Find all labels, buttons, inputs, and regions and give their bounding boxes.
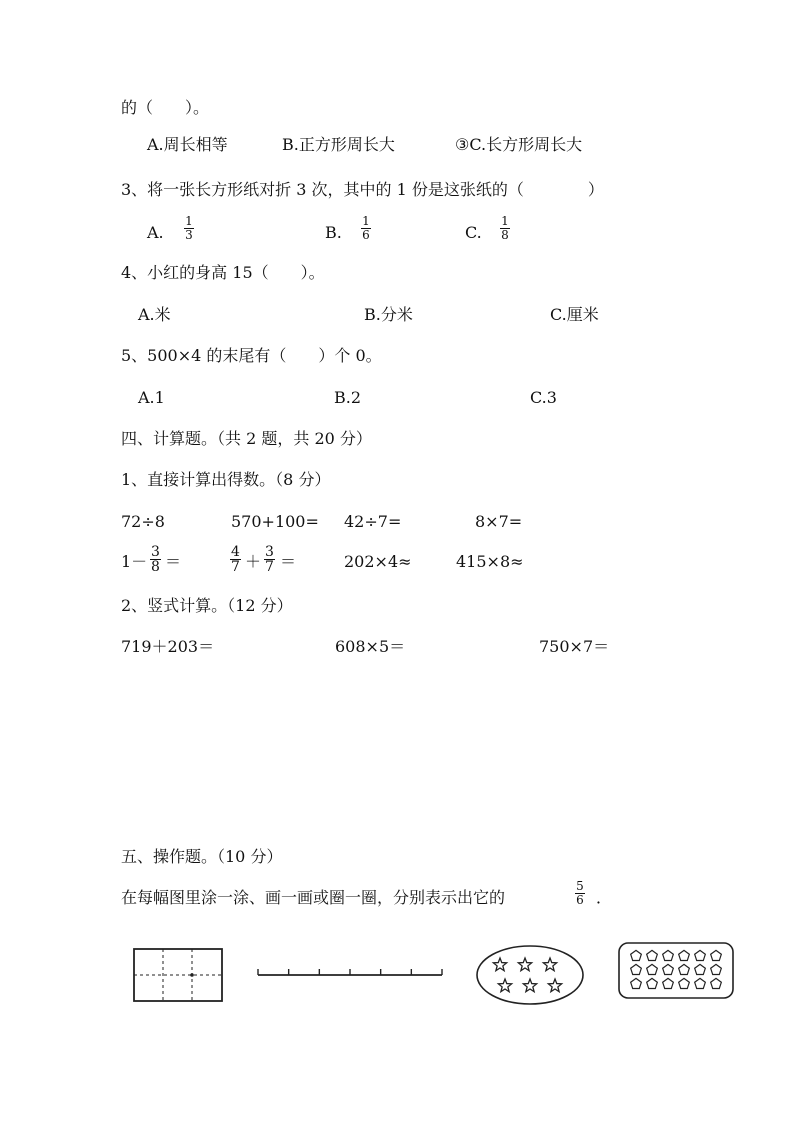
fraction-denominator: 8 — [151, 559, 160, 575]
q4-option-b: B.分米 — [364, 305, 413, 324]
star-icon — [543, 958, 556, 971]
vertical-calc-750-times-7: 750×7＝ — [539, 637, 610, 656]
fraction-numerator: 1 — [501, 214, 509, 228]
section5-title: 五、操作题。（10 分） — [121, 847, 283, 866]
star-icon — [548, 979, 561, 992]
line-ticks — [258, 969, 442, 975]
section5-instruction-end: ． — [596, 888, 613, 907]
calc-8-times-7: 8×7= — [475, 512, 523, 531]
q3-option-c-label: C. — [465, 223, 482, 242]
q2-option-c: ③C.长方形周长大 — [455, 135, 583, 154]
pentagon-icon — [679, 978, 690, 988]
segmented-line-figure[interactable] — [255, 962, 445, 982]
star-icon — [523, 979, 536, 992]
calc-202-times-4: 202×4≈ — [344, 552, 412, 571]
fraction-denominator: 6 — [576, 893, 584, 907]
calc-three-eighths — [150, 545, 161, 574]
pentagon-icon — [647, 978, 658, 988]
section5-fraction-five-sixths — [575, 880, 585, 907]
q4-stem: 4、小红的身高 15（ ）。 — [121, 263, 325, 282]
calc-1-minus-prefix: 1－ — [121, 552, 148, 571]
q2-option-a: A.周长相等 — [147, 135, 228, 154]
q4-option-a: A.米 — [138, 305, 171, 324]
fraction-denominator: 7 — [231, 559, 240, 575]
calc-72-div-8: 72÷8 — [121, 512, 165, 531]
q3-option-b-fraction — [361, 215, 371, 242]
q3-option-c-fraction — [500, 215, 510, 242]
q5-option-b: B.2 — [334, 388, 362, 407]
section4-q1-title: 1、直接计算出得数。（8 分） — [121, 470, 331, 489]
fraction-denominator: 6 — [362, 228, 370, 242]
pentagon-icon — [695, 978, 706, 988]
pentagon-icon — [647, 964, 658, 974]
pentagon-icon — [695, 964, 706, 974]
q4-option-c: C.厘米 — [550, 305, 599, 324]
q3-option-b-label: B. — [325, 223, 342, 242]
calc-plus-sign: ＋ — [245, 552, 262, 571]
fraction-numerator: 5 — [576, 879, 584, 893]
section4-title: 四、计算题。（共 2 题，共 20 分） — [121, 429, 372, 448]
q2-stem-tail: 的（ ）。 — [121, 98, 210, 117]
oval-stars — [493, 958, 561, 992]
pentagon-icon — [679, 964, 690, 974]
calc-four-sevenths — [230, 545, 241, 574]
star-icon — [498, 979, 511, 992]
section4-q2-title: 2、竖式计算。（12 分） — [121, 596, 293, 615]
calc-1-minus-equals: ＝ — [165, 552, 182, 571]
pentagon-icon — [695, 950, 706, 960]
q3-option-a-label: A. — [147, 223, 164, 242]
calc-42-div-7: 42÷7= — [344, 512, 402, 531]
q5-option-a: A.1 — [138, 388, 165, 407]
calc-415-times-8: 415×8≈ — [456, 552, 524, 571]
pentagon-icon — [647, 950, 658, 960]
pentagon-icon — [711, 978, 722, 988]
pentagon-icon — [631, 964, 642, 974]
pentagon-icon — [663, 950, 674, 960]
star-icon — [493, 958, 506, 971]
pentagon-icon — [631, 950, 642, 960]
pentagon-icon — [679, 950, 690, 960]
star-oval-figure[interactable] — [474, 943, 586, 1007]
fraction-denominator: 7 — [265, 559, 274, 575]
q3-stem: 3、将一张长方形纸对折 3 次，其中的 1 份是这张纸的（ ） — [121, 180, 604, 199]
vertical-calc-608-times-5: 608×5＝ — [335, 637, 406, 656]
pentagon-tray-figure[interactable] — [617, 941, 735, 1001]
q5-option-c: C.3 — [530, 388, 557, 407]
section5-instruction: 在每幅图里涂一涂、画一画或圈一圈，分别表示出它的 — [121, 888, 506, 907]
pentagon-icon — [711, 950, 722, 960]
fraction-denominator: 3 — [185, 228, 193, 242]
fraction-denominator: 8 — [501, 228, 509, 242]
fraction-numerator: 1 — [185, 214, 193, 228]
pentagon-icon — [663, 978, 674, 988]
q2-option-b: B.正方形周长大 — [282, 135, 395, 154]
calc-fraction-sum-equals: ＝ — [280, 552, 297, 571]
q5-stem: 5、500×4 的末尾有（ ）个 0。 — [121, 346, 382, 365]
vertical-calc-719-plus-203: 719＋203＝ — [121, 637, 215, 656]
calc-three-sevenths — [264, 545, 275, 574]
calc-570-plus-100: 570+100= — [231, 512, 319, 531]
dashed-grid-rectangle-figure[interactable] — [130, 945, 226, 1005]
pentagon-icon — [663, 964, 674, 974]
q3-option-a-fraction — [184, 215, 194, 242]
fraction-numerator: 4 — [231, 544, 240, 560]
star-icon — [518, 958, 531, 971]
fraction-numerator: 1 — [362, 214, 370, 228]
fraction-numerator: 3 — [265, 544, 274, 560]
pentagon-icon — [631, 978, 642, 988]
fraction-numerator: 3 — [151, 544, 160, 560]
pentagon-icon — [711, 964, 722, 974]
tray-pentagons — [631, 950, 722, 988]
